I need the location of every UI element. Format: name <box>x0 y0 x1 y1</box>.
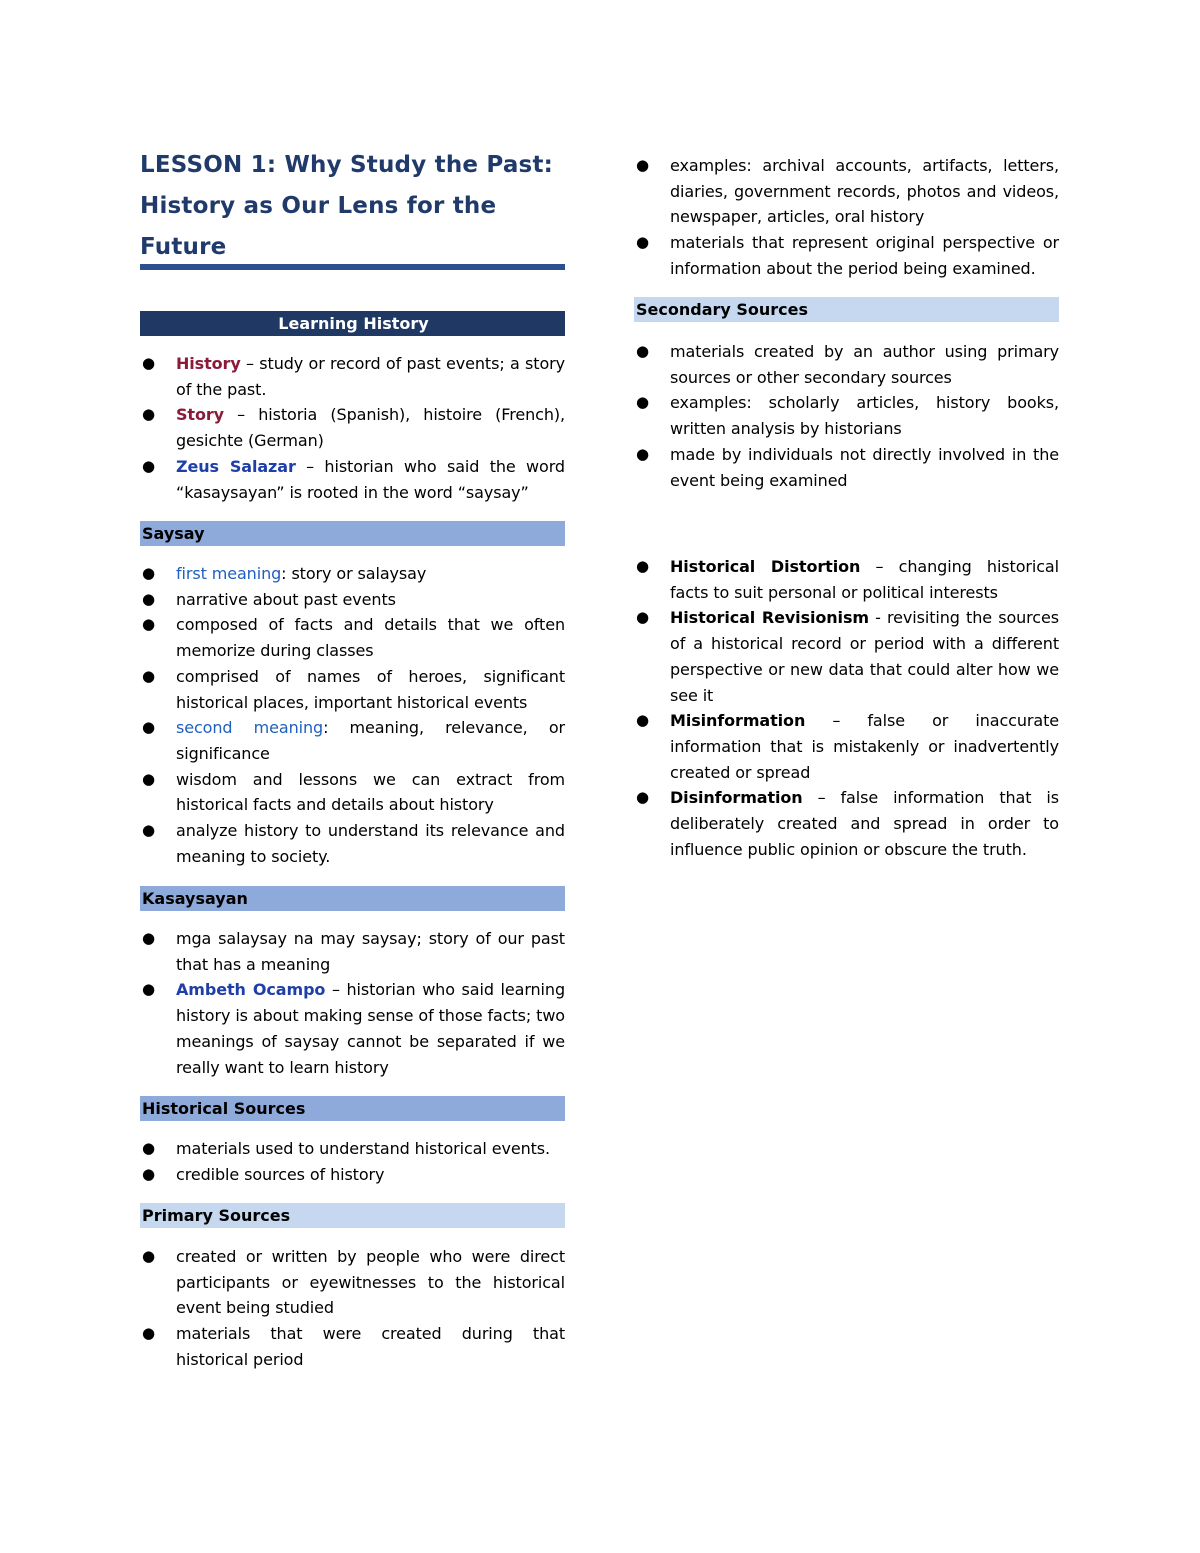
bullet-icon: ● <box>636 608 649 627</box>
list-item <box>140 587 565 613</box>
bullet-icon: ● <box>636 788 649 807</box>
term-story: Story <box>176 405 224 425</box>
item-text: narrative about past events <box>176 589 396 609</box>
list-item <box>140 977 565 1080</box>
item-text: credible sources of history <box>176 1164 385 1184</box>
bullet-icon: ● <box>142 615 155 634</box>
definition-text: – historian who said the word “kasaysayan” is rooted in the word “saysay” <box>176 456 565 502</box>
list-saysay <box>140 561 565 869</box>
definition-text: – historian who said learning history is about making sense of those facts; two meanings of saysay cannot be separated if we really want to learn history <box>176 980 565 1077</box>
bullet-icon: ● <box>142 980 155 999</box>
definition-text: – false information that is deliberately created and spread in order to influence public opinion or obscure the truth. <box>670 788 1059 859</box>
list-learning-history <box>140 351 565 505</box>
definition-text: : meaning, relevance, or significance <box>176 718 565 763</box>
heading-historical-sources: Historical Sources <box>140 1096 565 1121</box>
bullet-icon: ● <box>636 557 649 575</box>
list-item <box>140 1136 565 1162</box>
term-historical-distortion: Historical Distortion <box>670 557 861 576</box>
title-line-1: LESSON 1: Why Study the Past: <box>140 152 554 178</box>
list-item <box>634 153 1059 230</box>
heading-secondary-sources: Secondary Sources <box>634 297 1059 322</box>
list-item <box>634 230 1059 281</box>
bullet-icon: ● <box>636 444 649 463</box>
list-item <box>140 767 565 818</box>
bullet-icon: ● <box>142 1324 155 1343</box>
item-text: created or written by people who were direct participants or eyewitnesses to the historical event being studied <box>176 1247 565 1318</box>
item-text: materials that represent original perspective or information about the period being examined. <box>670 233 1059 278</box>
bullet-icon: ● <box>142 1247 155 1265</box>
list-item <box>634 390 1059 441</box>
bullet-icon: ● <box>142 1139 155 1157</box>
bullet-icon: ● <box>636 233 649 252</box>
list-item <box>140 561 565 587</box>
definition-text: – study or record of past events; a story of the past. <box>176 354 565 399</box>
list-item <box>140 402 565 453</box>
list-item <box>634 785 1059 862</box>
heading-primary-sources: Primary Sources <box>140 1203 565 1228</box>
list-item <box>140 926 565 977</box>
list-kasaysayan <box>140 926 565 1080</box>
item-text: materials created by an author using primary sources or other secondary sources <box>670 342 1059 387</box>
page-title <box>140 145 565 268</box>
item-text: examples: archival accounts, artifacts, letters, diaries, government records, photos and videos, newspaper, articles, oral history <box>670 156 1059 227</box>
bullet-icon: ● <box>636 342 649 360</box>
item-text: materials used to understand historical events. <box>176 1139 551 1158</box>
heading-learning-history: Learning History <box>140 311 565 336</box>
item-text: mga salaysay na may saysay; story of our past that has a meaning <box>176 929 565 974</box>
term-misinformation: Misinformation <box>670 711 806 731</box>
bullet-icon: ● <box>142 929 155 947</box>
list-item <box>634 339 1059 390</box>
bullet-icon: ● <box>636 156 649 174</box>
list-historical-sources <box>140 1136 565 1187</box>
title-line-3: Future <box>140 234 227 260</box>
definition-text: - revisiting the sources of a historical record or period with a different perspective or new data that could alter how we see it <box>670 608 1059 705</box>
bullet-icon: ● <box>142 564 155 582</box>
bullet-icon: ● <box>142 456 155 475</box>
definition-text: : story or salaysay <box>281 564 427 583</box>
list-item <box>140 454 565 505</box>
item-text: analyze history to understand its relevance and meaning to society. <box>176 821 565 866</box>
list-item <box>140 715 565 766</box>
list-primary-sources-a <box>140 1244 565 1373</box>
list-item <box>140 818 565 869</box>
item-text: comprised of names of heroes, significant historical places, important historical events <box>176 666 565 712</box>
list-item <box>634 442 1059 493</box>
title-underline <box>140 264 565 270</box>
bullet-icon: ● <box>142 666 155 685</box>
term-history: History <box>176 354 241 373</box>
item-text: made by individuals not directly involved in the event being examined <box>670 444 1059 490</box>
list-distortions <box>634 554 1059 862</box>
definition-text: – changing historical facts to suit personal or political interests <box>670 557 1059 602</box>
list-item <box>140 1321 565 1372</box>
list-secondary-sources <box>634 339 1059 493</box>
item-text: wisdom and lessons we can extract from historical facts and details about history <box>176 769 565 815</box>
bullet-icon: ● <box>636 393 649 412</box>
bullet-icon: ● <box>142 405 155 424</box>
heading-saysay: Saysay <box>140 521 565 546</box>
bullet-icon: ● <box>142 718 155 737</box>
definition-text: – historia (Spanish), histoire (French), gesichte (German) <box>176 405 565 451</box>
bullet-icon: ● <box>142 769 155 788</box>
item-text: examples: scholarly articles, history books, written analysis by historians <box>670 393 1059 439</box>
list-item <box>140 351 565 402</box>
list-item <box>140 1244 565 1321</box>
bullet-icon: ● <box>636 711 649 730</box>
term-second-meaning: second meaning <box>176 718 324 738</box>
list-item <box>140 664 565 715</box>
title-line-2: History as Our Lens for the <box>140 193 497 219</box>
term-disinformation: Disinformation <box>670 788 803 808</box>
bullet-icon: ● <box>142 821 155 840</box>
item-text: composed of facts and details that we often memorize during classes <box>176 615 565 661</box>
list-item <box>634 554 1059 605</box>
bullet-icon: ● <box>142 589 155 608</box>
definition-text: – false or inaccurate information that is mistakenly or inadvertently created or spread <box>670 711 1059 782</box>
term-ambeth-ocampo: Ambeth Ocampo <box>176 980 326 1000</box>
list-item <box>634 605 1059 708</box>
bullet-icon: ● <box>142 354 155 372</box>
list-item <box>140 1162 565 1188</box>
term-first-meaning: first meaning <box>176 564 282 583</box>
heading-kasaysayan: Kasaysayan <box>140 886 565 911</box>
item-text: materials that were created during that historical period <box>176 1324 565 1369</box>
term-historical-revisionism: Historical Revisionism <box>670 608 869 628</box>
list-item <box>634 708 1059 785</box>
bullet-icon: ● <box>142 1164 155 1183</box>
list-primary-sources-b <box>634 153 1059 282</box>
list-item <box>140 612 565 663</box>
term-zeus-salazar: Zeus Salazar <box>176 456 296 476</box>
